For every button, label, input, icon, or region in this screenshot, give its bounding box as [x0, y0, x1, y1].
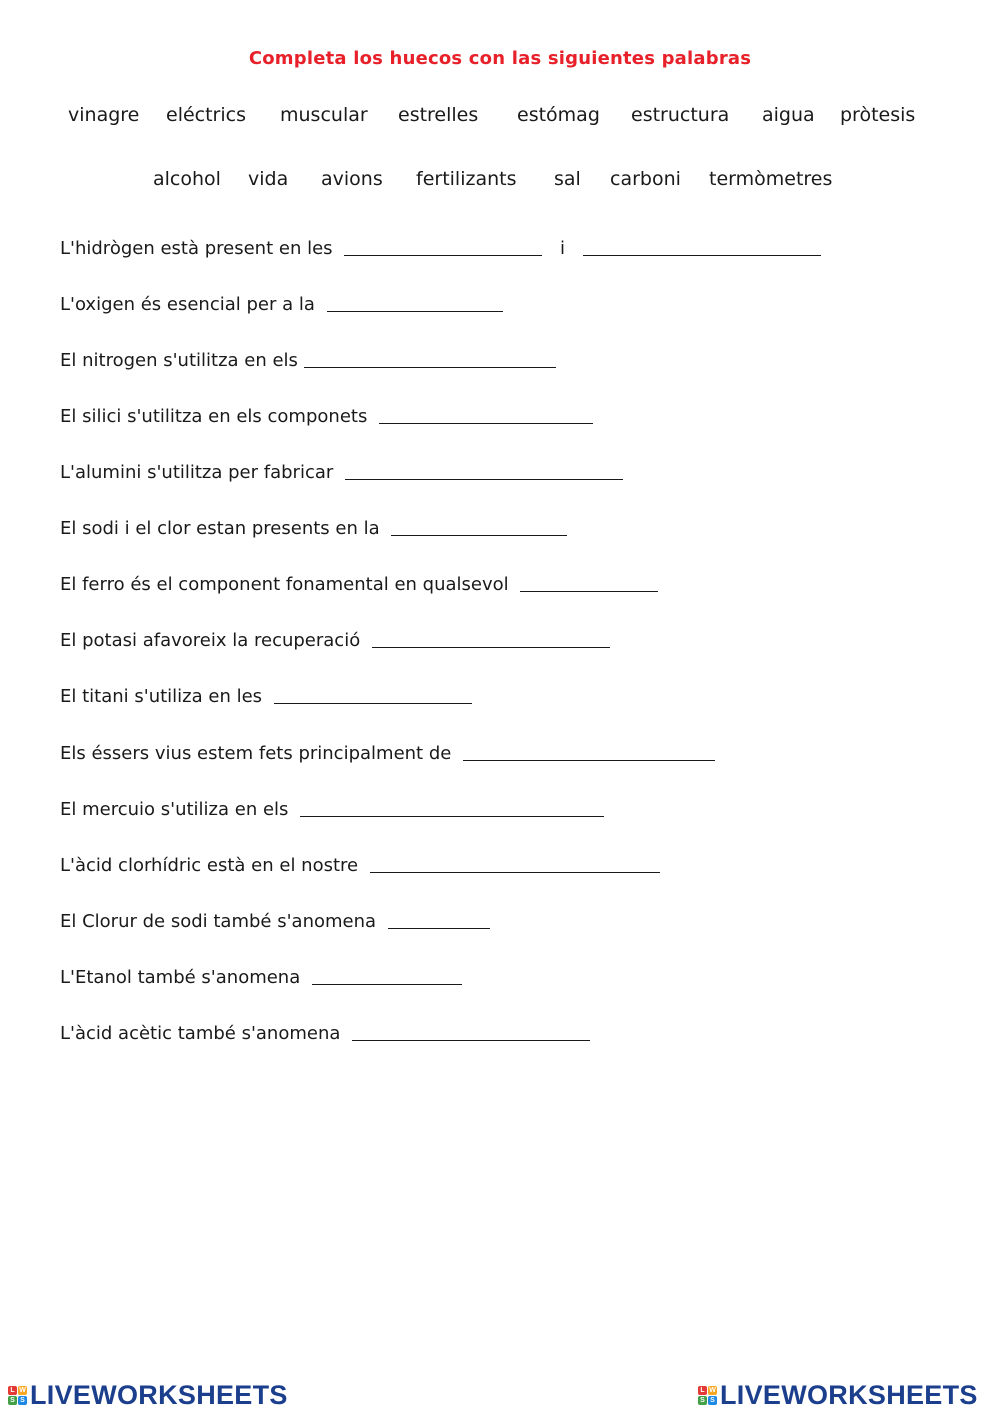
sentence-text: El nitrogen s'utilitza en els: [60, 350, 298, 371]
answer-blank[interactable]: [345, 465, 623, 480]
sentence-text: L'àcid clorhídric està en el nostre: [60, 855, 359, 876]
sentence-text: L'hidrògen està present en les: [60, 238, 333, 259]
worksheet-title: Completa los huecos con las siguientes palabras: [248, 48, 752, 69]
sentence-connector: i: [560, 238, 566, 259]
answer-blank[interactable]: [312, 970, 462, 985]
liveworksheets-logo-text: LIVEWORKSHEETS: [30, 1379, 288, 1410]
answer-blank[interactable]: [463, 746, 715, 761]
word-bank-item: pròtesis: [840, 104, 916, 126]
word-bank-item: sal: [554, 168, 581, 190]
footer-logo-right: [698, 1378, 978, 1412]
liveworksheets-logo-icon: [698, 1386, 717, 1405]
sentence-row: [60, 406, 593, 427]
sentence-text: L'Etanol també s'anomena: [60, 967, 301, 988]
sentence-row: [60, 855, 660, 876]
answer-blank[interactable]: [391, 521, 567, 536]
logo-letter: S: [18, 1396, 27, 1405]
logo-letter: S: [8, 1396, 17, 1405]
sentence-text: Els éssers vius estem fets principalment de: [60, 743, 452, 764]
answer-blank[interactable]: [583, 241, 821, 256]
word-bank-item: estrelles: [398, 104, 479, 126]
word-bank-item: fertilizants: [416, 168, 517, 190]
sentence-text: El titani s'utiliza en les: [60, 686, 263, 707]
answer-blank[interactable]: [300, 802, 604, 817]
word-bank-item: alcohol: [153, 168, 221, 190]
sentence-row: [60, 574, 658, 595]
sentence-row: [60, 911, 490, 932]
sentence-text: El mercuio s'utiliza en els: [60, 799, 289, 820]
sentence-text: L'àcid acètic també s'anomena: [60, 1023, 341, 1044]
answer-blank[interactable]: [520, 577, 658, 592]
sentence-text: El ferro és el component fonamental en qualsevol: [60, 574, 509, 595]
answer-blank[interactable]: [352, 1026, 590, 1041]
sentence-text: L'alumini s'utilitza per fabricar: [60, 462, 334, 483]
sentence-row: [60, 294, 503, 315]
sentence-row: [60, 350, 556, 371]
word-bank-item: avions: [321, 168, 383, 190]
answer-blank[interactable]: [344, 241, 542, 256]
answer-blank[interactable]: [388, 914, 490, 929]
answer-blank[interactable]: [379, 409, 593, 424]
sentence-row: [60, 799, 604, 820]
word-bank-item: eléctrics: [166, 104, 246, 126]
word-bank-item: carboni: [610, 168, 681, 190]
word-bank-item: vinagre: [68, 104, 140, 126]
answer-blank[interactable]: [372, 633, 610, 648]
logo-letter: L: [698, 1386, 707, 1395]
answer-blank[interactable]: [370, 858, 660, 873]
word-bank-item: aigua: [762, 104, 815, 126]
word-bank-item: muscular: [280, 104, 368, 126]
sentence-text: L'oxigen és esencial per a la: [60, 294, 315, 315]
word-bank-item: estructura: [631, 104, 730, 126]
answer-blank[interactable]: [274, 689, 472, 704]
sentence-row: [60, 630, 610, 651]
logo-letter: S: [698, 1396, 707, 1405]
sentence-row: [60, 1023, 590, 1044]
sentence-text: El silici s'utilitza en els componets: [60, 406, 368, 427]
answer-blank[interactable]: [327, 297, 503, 312]
answer-blank[interactable]: [304, 353, 556, 368]
logo-letter: S: [708, 1396, 717, 1405]
liveworksheets-logo-text: LIVEWORKSHEETS: [720, 1379, 978, 1410]
sentence-row: [60, 462, 623, 483]
sentence-row: [60, 518, 567, 539]
sentence-text: El sodi i el clor estan presents en la: [60, 518, 380, 539]
sentence-row: [60, 686, 472, 707]
logo-letter: L: [8, 1386, 17, 1395]
word-bank-item: termòmetres: [709, 168, 833, 190]
sentence-row: [60, 743, 715, 764]
sentence-row: [60, 238, 821, 259]
word-bank-item: estómag: [517, 104, 600, 126]
sentence-text: El Clorur de sodi també s'anomena: [60, 911, 377, 932]
liveworksheets-logo-icon: [8, 1386, 27, 1405]
logo-letter: W: [19, 1386, 26, 1394]
sentence-text: El potasi afavoreix la recuperació: [60, 630, 361, 651]
sentence-row: [60, 967, 462, 988]
word-bank-item: vida: [248, 168, 289, 190]
logo-letter: W: [709, 1386, 716, 1394]
footer-logo-left: [8, 1378, 288, 1412]
